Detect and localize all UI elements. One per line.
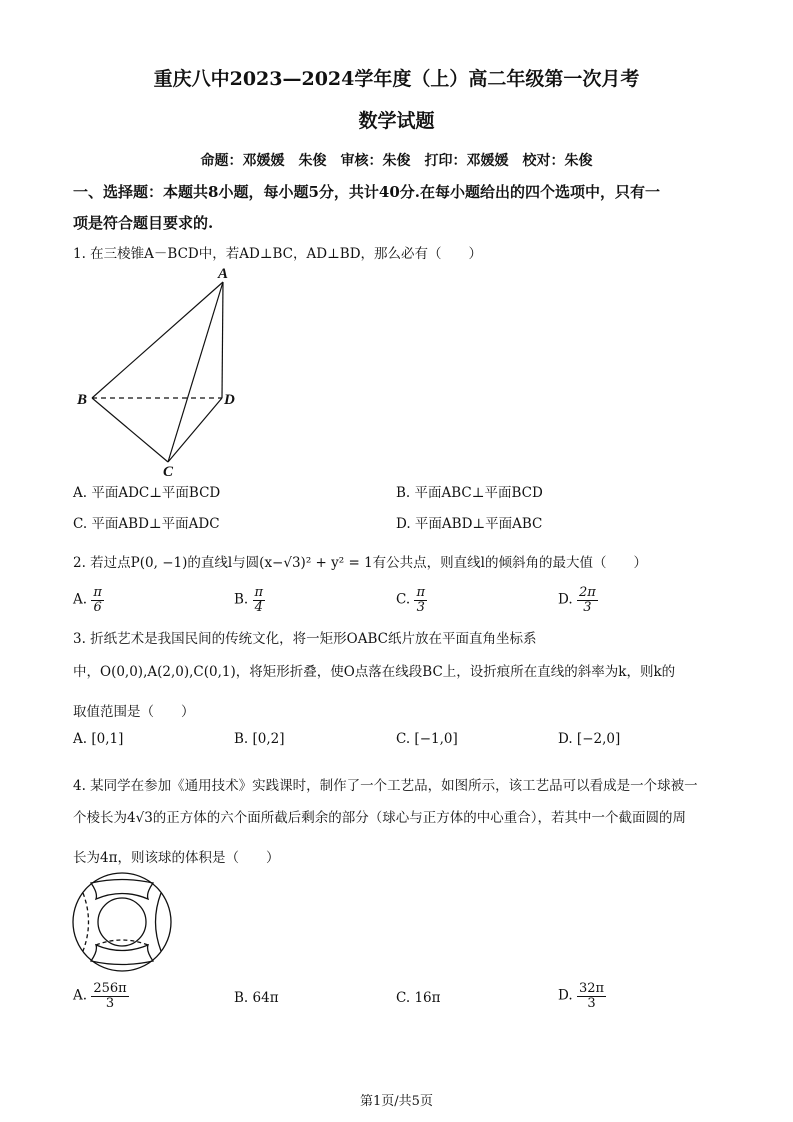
q3-line2: 中，O(0,0),A(2,0),C(0,1)，将矩形折叠，使O点落在线段BC上，设折痕所在直线的斜率为k，则k的 xyxy=(73,664,676,680)
bottom-cut xyxy=(91,945,153,965)
q4-line3: 长为4π，则该球的体积是（ ） xyxy=(73,850,280,866)
bottom-cut-hidden xyxy=(96,940,148,945)
q2-option-d: D. $\frac{2\pi}{3}$ xyxy=(558,585,596,615)
vertex-label-c: C xyxy=(163,464,174,480)
section-header-line2: 项是符合题目要求的. xyxy=(73,214,214,232)
q2-option-c: C. $\frac{\pi}{3}$ xyxy=(396,585,425,615)
q3-option-c: C. [−1,0] xyxy=(396,731,458,747)
q4-option-a: A. $\frac{256\pi}{3}$ xyxy=(73,981,127,1011)
q1-stem: 1. 在三棱锥A－BCD中，若AD⊥BC，AD⊥BD，那么必有（ ） xyxy=(73,246,483,262)
q1-option-a: A. 平面ADC⊥平面BCD xyxy=(73,485,221,501)
q3-line3: 取值范围是（ ） xyxy=(73,704,195,720)
q3-option-a: A. [0,1] xyxy=(73,731,124,747)
sphere-outline xyxy=(73,873,171,971)
q4-option-b: B. 64π xyxy=(234,990,279,1006)
q2-stem: 2. 若过点P(0, −1)的直线l与圆(x−√3)² + y² = 1有公共点，则直线l的倾斜角的最大值（ ） xyxy=(73,555,647,571)
q3-option-b: B. [0,2] xyxy=(234,731,285,747)
q3-line1: 3. 折纸艺术是我国民间的传统文化，将一矩形OABC纸片放在平面直角坐标系 xyxy=(73,631,537,647)
q3-option-d: D. [−2,0] xyxy=(558,731,621,747)
q4-option-d: D. $\frac{32\pi}{3}$ xyxy=(558,981,605,1011)
q1-option-b: B. 平面ABC⊥平面BCD xyxy=(396,485,543,501)
q2-option-b: B. $\frac{\pi}{4}$ xyxy=(234,585,264,615)
q2-option-a: A. $\frac{\pi}{6}$ xyxy=(73,585,102,615)
page-footer: 第1页/共5页 xyxy=(360,1094,433,1109)
left-cut-hidden xyxy=(83,893,89,951)
q1-option-d: D. 平面ABD⊥平面ABC xyxy=(396,516,543,532)
page-title: 重庆八中2023—2024学年度（上）高二年级第一次月考 xyxy=(153,68,640,90)
q1-option-c: C. 平面ABD⊥平面ADC xyxy=(73,516,220,532)
section-header-line1: 一、选择题：本题共8小题，每小题5分，共计40分.在每小题给出的四个选项中，只有一 xyxy=(73,183,660,201)
page-subtitle: 数学试题 xyxy=(358,110,435,132)
top-cut xyxy=(91,880,153,900)
vertex-label-d: D xyxy=(224,392,235,408)
q4-line1: 4. 某同学在参加《通用技术》实践课时，制作了一个工艺品，如图所示，该工艺品可以看成是一个球被一 xyxy=(73,778,698,794)
right-cut xyxy=(156,893,162,951)
vertex-label-a: A xyxy=(218,266,229,282)
vertex-label-b: B xyxy=(77,392,88,408)
staff-line: 命题：邓媛媛 朱俊 审核：朱俊 打印：邓媛媛 校对：朱俊 xyxy=(200,153,593,169)
front-section-circle xyxy=(98,898,146,946)
q4-line2: 个棱长为4√3的正方体的六个面所截后剩余的部分（球心与正方体的中心重合），若其中一个截面圆的周 xyxy=(73,810,687,826)
q4-option-c: C. 16π xyxy=(396,990,441,1006)
